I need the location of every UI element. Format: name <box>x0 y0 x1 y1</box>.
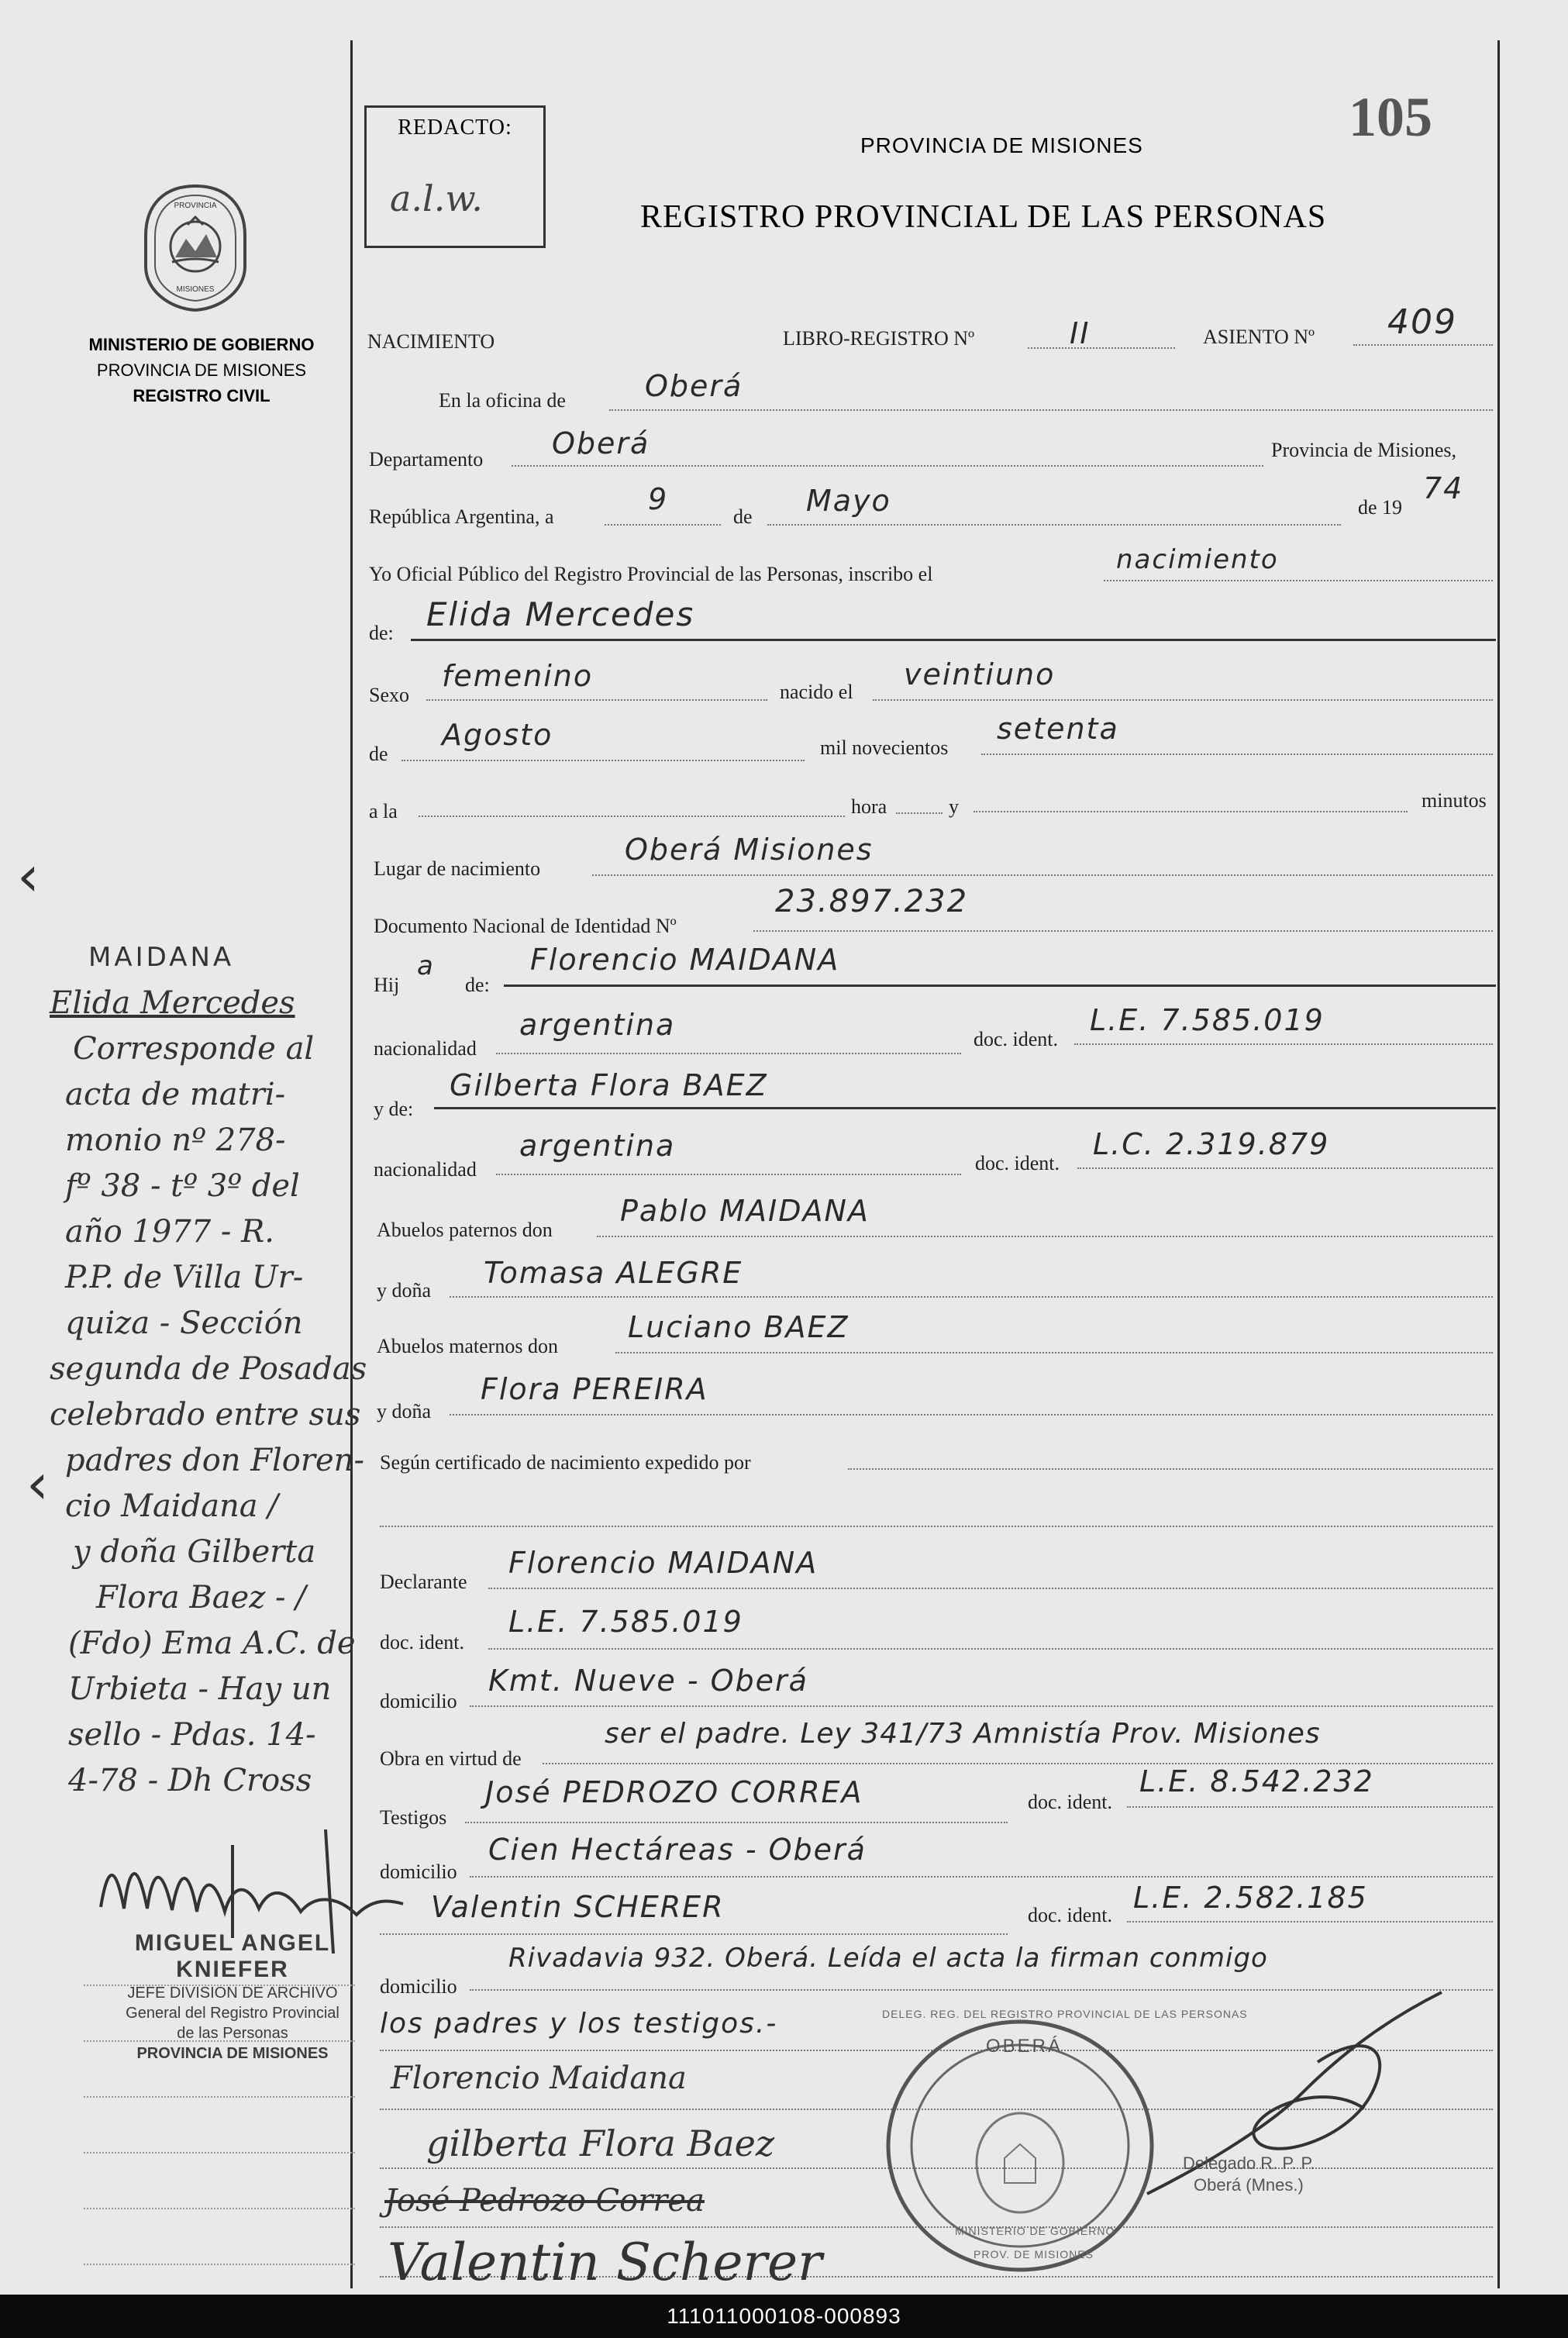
doc-ident-4-label: doc. ident. <box>1028 1791 1113 1813</box>
marginal-line: Elida Mercedes <box>50 985 295 1021</box>
declarante-label: Declarante <box>380 1571 467 1593</box>
birth-month-value: Agosto <box>442 718 553 752</box>
testigos-label: Testigos <box>380 1806 447 1829</box>
marginal-line: P.P. de Villa Ur- <box>65 1260 304 1295</box>
departamento-value: Oberá <box>552 426 650 460</box>
asiento-label: ASIENTO Nº <box>1203 326 1315 348</box>
abuela-paterna-value: Tomasa ALEGRE <box>484 1256 743 1290</box>
a-la-line <box>419 816 845 817</box>
signature-line-2 <box>380 2109 1493 2110</box>
mil-value: setenta <box>997 712 1119 746</box>
domicilio-1-label: domicilio <box>380 1690 457 1712</box>
chief-line-3: de las Personas <box>177 2025 288 2042</box>
abuelos-maternos-label: Abuelos maternos don <box>377 1335 558 1357</box>
nacido-line <box>873 699 1493 701</box>
nacionalidad-2-label: nacionalidad <box>374 1158 477 1181</box>
signature-line-1 <box>380 2050 1493 2051</box>
republica-label: República Argentina, a <box>369 505 554 528</box>
a-la-label: a la <box>369 800 398 822</box>
provincia-label: Provincia de Misiones, <box>1271 439 1457 461</box>
page-number: 105 <box>1349 86 1432 148</box>
domicilio-3-line <box>470 1989 1493 1991</box>
chief-name: MIGUEL ANGEL KNIEFER <box>134 1930 331 1982</box>
birth-month-line <box>401 760 805 761</box>
stamp-inner-text: MINISTERIO DE GOBIERNO <box>955 2225 1115 2237</box>
asiento-value: 409 <box>1387 302 1457 342</box>
ydona-1-label: y doña <box>377 1279 432 1302</box>
signature-gilberta: gilberta Flora Baez <box>426 2122 775 2164</box>
nacido-label: nacido el <box>780 681 853 703</box>
y-label: y <box>949 795 959 818</box>
sexo-label: Sexo <box>369 684 409 706</box>
child-name-value: Elida Mercedes <box>426 595 695 633</box>
doc-ident-2-label: doc. ident. <box>975 1152 1060 1174</box>
redacto-box <box>364 105 546 248</box>
marginal-line: Urbieta - Hay un <box>68 1671 332 1707</box>
doc-ident-1-value: L.E. 7.585.019 <box>1090 1003 1325 1037</box>
ministry-line-3: REGISTRO CIVIL <box>133 386 271 405</box>
marginal-line: monio nº 278- <box>65 1122 286 1158</box>
lugar-label: Lugar de nacimiento <box>374 857 541 880</box>
hora-label: hora <box>851 795 887 818</box>
mil-line <box>981 753 1493 755</box>
abuela-materna-line <box>450 1414 1493 1416</box>
marginal-line: Corresponde al <box>73 1031 315 1067</box>
testigo-2-value: Valentin SCHERER <box>431 1890 725 1924</box>
segun-label: Según certificado de nacimiento expedido por <box>380 1451 751 1474</box>
chief-line-2: General del Registro Provincial <box>126 2005 339 2022</box>
signature-florencio: Florencio Maidana <box>391 2060 687 2096</box>
delegate-title: Delegado R. P. P. <box>1183 2154 1315 2173</box>
domicilio-3-label: domicilio <box>380 1975 457 1998</box>
name-de-label: de: <box>369 622 394 644</box>
redacto-initials: a.l.w. <box>390 178 483 219</box>
marginal-line: cio Maidana / <box>65 1488 278 1524</box>
dni-line <box>753 930 1493 932</box>
oficina-label: En la oficina de <box>439 389 566 412</box>
mil-label: mil novecientos <box>820 736 949 759</box>
chief-stamp <box>78 1930 388 2064</box>
ministry-line-2: PROVINCIA DE MISIONES <box>96 360 307 380</box>
binding-mark-icon: ‹ <box>26 1451 49 1516</box>
nacionalidad-2-value: argentina <box>519 1129 676 1163</box>
redacto-label: REDACTO: <box>398 116 512 140</box>
declarante-line <box>488 1588 1493 1589</box>
sexo-line <box>426 699 767 701</box>
delegate-place: Oberá (Mnes.) <box>1194 2175 1304 2195</box>
month-value: Mayo <box>806 484 891 518</box>
seal-text-top: PROVINCIA <box>174 202 217 210</box>
domicilio-2-value: Cien Hectáreas - Oberá <box>488 1833 867 1867</box>
signature-jose: José Pedrozo Correa <box>384 2183 705 2219</box>
hij-suffix: a <box>417 950 435 981</box>
marginal-line: quiza - Sección <box>65 1305 303 1341</box>
sexo-value: femenino <box>442 659 594 693</box>
doc-ident-5-value: L.E. 2.582.185 <box>1133 1881 1368 1915</box>
minutos-label: minutos <box>1422 789 1487 812</box>
doc-ident-3-value: L.E. 7.585.019 <box>508 1605 743 1639</box>
marginal-line: y doña Gilberta <box>73 1534 316 1570</box>
year-value: 74 <box>1423 471 1464 505</box>
testigo-1-line <box>465 1822 1008 1823</box>
hora-line <box>896 812 943 814</box>
signature-valentin: Valentin Scherer <box>388 2233 822 2292</box>
doc-ident-2-line <box>1077 1167 1493 1169</box>
abuelo-paterno-line <box>597 1236 1493 1237</box>
obra-label: Obra en virtud de <box>380 1747 522 1770</box>
madre-line <box>434 1107 1496 1109</box>
minutos-line <box>974 811 1408 812</box>
abuela-materna-value: Flora PEREIRA <box>481 1372 708 1406</box>
padre-value: Florencio MAIDANA <box>530 943 840 977</box>
nacionalidad-1-value: argentina <box>519 1008 676 1042</box>
doc-ident-4-value: L.E. 8.542.232 <box>1139 1764 1374 1798</box>
abuelo-paterno-value: Pablo MAIDANA <box>620 1194 870 1228</box>
oficina-line <box>609 409 1493 411</box>
blank-line-1 <box>380 1526 1493 1527</box>
marginal-line: fº 38 - tº 3º del <box>65 1168 300 1204</box>
stamp-center-text: OBERÁ <box>986 2036 1063 2057</box>
libro-line <box>1028 347 1175 349</box>
madre-value: Gilberta Flora BAEZ <box>450 1068 768 1102</box>
archive-code: 111011000108-000893 <box>0 2295 1568 2338</box>
day-value: 9 <box>648 482 669 516</box>
seal-text-bottom: MISIONES <box>176 285 215 294</box>
doc-ident-5-label: doc. ident. <box>1028 1904 1113 1926</box>
marginal-surname: MAIDANA <box>88 942 235 973</box>
stamp-outer-text: DELEG. REG. DEL REGISTRO PROVINCIAL DE LAS PERSONAS <box>882 2008 1248 2020</box>
nacionalidad-1-label: nacionalidad <box>374 1037 477 1060</box>
name-line <box>411 639 1496 641</box>
doc-ident-1-label: doc. ident. <box>974 1028 1059 1050</box>
marginal-line: sello - Pdas. 14- <box>68 1717 316 1753</box>
marginal-line: (Fdo) Ema A.C. de <box>68 1626 356 1661</box>
segun-line <box>848 1468 1493 1470</box>
stamp-bottom-text: PROV. DE MISIONES <box>974 2248 1094 2260</box>
doc-ident-1-line <box>1074 1043 1493 1045</box>
oficina-value: Oberá <box>645 369 743 403</box>
marginal-line: padres don Floren- <box>65 1443 364 1478</box>
lugar-line <box>592 874 1493 876</box>
obra-value: ser el padre. Ley 341/73 Amnistía Prov. Misiones <box>605 1718 1321 1750</box>
hij-label: Hij <box>374 974 400 996</box>
coat-of-arms-icon <box>141 181 250 313</box>
abuelo-materno-value: Luciano BAEZ <box>628 1310 849 1344</box>
month-line <box>767 524 1341 526</box>
madre-de-label: y de: <box>374 1098 414 1120</box>
marginal-line: 4-78 - Dh Cross <box>68 1763 312 1798</box>
domicilio-2-line <box>470 1876 1493 1878</box>
chief-line-1: JEFE DIVISION DE ARCHIVO <box>127 1985 338 2002</box>
doc-ident-2-value: L.C. 2.319.879 <box>1093 1127 1330 1161</box>
marginal-line: año 1977 - R. <box>65 1214 274 1250</box>
asiento-line <box>1353 344 1493 346</box>
de-label: de <box>733 505 753 528</box>
registry-title: REGISTRO PROVINCIAL DE LAS PERSONAS <box>640 199 1327 235</box>
doc-ident-4-line <box>1127 1806 1493 1808</box>
binding-mark-icon: ‹ <box>17 843 40 909</box>
abuela-paterna-line <box>450 1296 1493 1298</box>
ministry-block <box>70 332 333 409</box>
lugar-value: Oberá Misiones <box>625 833 874 867</box>
libro-value: II <box>1070 316 1091 350</box>
domicilio-2-label: domicilio <box>380 1860 457 1883</box>
hij-de-label: de: <box>465 974 490 996</box>
signature-line-4 <box>380 2226 1493 2228</box>
padre-line <box>504 985 1496 987</box>
marginal-line: segunda de Posadas <box>50 1351 367 1387</box>
marginal-line: acta de matri- <box>65 1077 286 1112</box>
domicilio-3-value: Rivadavia 932. Oberá. Leída el acta la firman conmigo <box>508 1943 1268 1974</box>
birth-de-label: de <box>369 743 388 765</box>
nacionalidad-1-line <box>496 1053 961 1054</box>
declarante-value: Florencio MAIDANA <box>508 1546 818 1580</box>
right-margin-rule <box>1497 40 1500 2288</box>
doc-ident-3-label: doc. ident. <box>380 1631 465 1653</box>
chief-line-4: PROVINCIA DE MISIONES <box>136 2045 329 2062</box>
doc-ident-3-line <box>488 1648 1493 1650</box>
ydona-2-label: y doña <box>377 1400 432 1422</box>
departamento-label: Departamento <box>369 448 484 471</box>
province-heading: PROVINCIA DE MISIONES <box>860 133 1143 157</box>
testigo-2-line <box>380 1933 1008 1935</box>
ministry-line-1: MINISTERIO DE GOBIERNO <box>88 335 315 354</box>
nacionalidad-2-line <box>496 1174 961 1175</box>
marginal-line: celebrado entre sus <box>50 1397 361 1433</box>
testigo-1-value: José PEDROZO CORREA <box>485 1775 863 1809</box>
dni-value: 23.897.232 <box>775 884 969 919</box>
domicilio-1-value: Kmt. Nueve - Oberá <box>488 1664 808 1698</box>
libro-label: LIBRO-REGISTRO Nº <box>783 327 975 350</box>
abuelo-materno-line <box>615 1352 1493 1353</box>
day-line <box>605 524 721 526</box>
marginal-line: Flora Baez - / <box>96 1580 306 1616</box>
marginal-note <box>50 935 391 1804</box>
departamento-line <box>512 465 1263 467</box>
abuelos-paternos-label: Abuelos paternos don <box>377 1219 553 1241</box>
oficial-label: Yo Oficial Público del Registro Provincial de las Personas, inscribo el <box>369 563 933 585</box>
dni-label: Documento Nacional de Identidad Nº <box>374 915 677 937</box>
act-type-label: NACIMIENTO <box>367 330 495 353</box>
domicilio-1-line <box>470 1705 1493 1707</box>
closing-value: los padres y los testigos.- <box>380 2008 778 2040</box>
nacido-value: veintiuno <box>904 657 1056 691</box>
inscribo-line <box>1104 580 1493 581</box>
year-label: de 19 <box>1358 496 1403 519</box>
inscribo-value: nacimiento <box>1116 544 1279 575</box>
doc-ident-5-line <box>1127 1921 1493 1922</box>
signature-line-3 <box>380 2167 1493 2169</box>
